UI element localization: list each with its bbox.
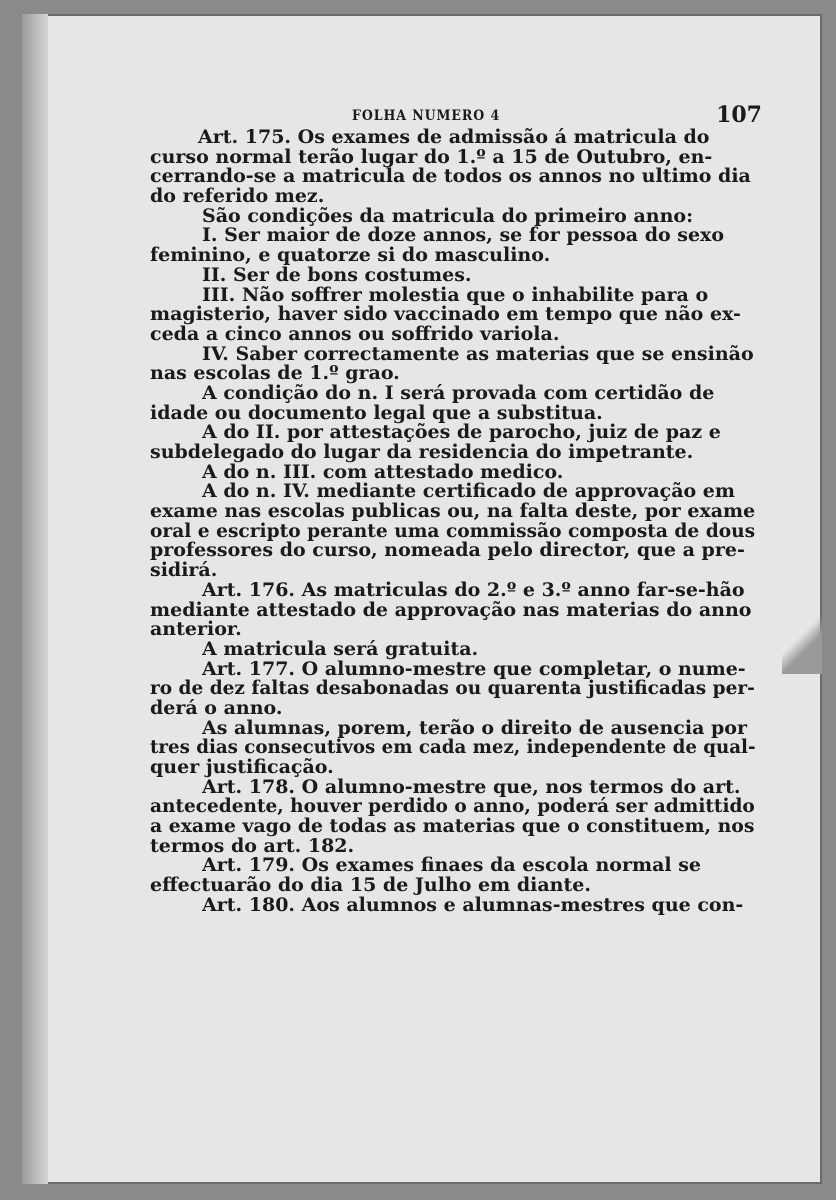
text-line: As alumnas, porem, terão o direito de ausencia por: [202, 716, 747, 739]
page-edge-fold: [782, 614, 822, 674]
text-line: Art. 176. As matriculas do 2.º e 3.º anno far-se-hão: [202, 578, 745, 601]
text-line: do referido mez.: [150, 185, 325, 208]
text-line: tres dias consecutivos em cada mez, independente de qual-: [150, 736, 756, 759]
text-line: derá o anno.: [150, 696, 283, 719]
text-line: antecedente, houver perdido o anno, poderá ser admittido: [150, 795, 755, 818]
text-line: curso normal terão lugar do 1.º a 15 de Outubro, en-: [150, 145, 713, 168]
text-line: São condições da matricula do primeiro anno:: [202, 204, 694, 227]
text-line: Art. 177. O alumno-mestre que completar, o nume-: [202, 657, 746, 680]
text-line: Art. 178. O alumno-mestre que, nos termos do art.: [202, 775, 741, 798]
text-line: A do n. IV. mediante certificado de approvação em: [202, 480, 736, 503]
text-line: feminino, e quatorze si do masculino.: [150, 244, 551, 267]
text-line: oral e escripto perante uma commissão composta de dous: [150, 519, 756, 542]
text-line: idade ou documento legal que a substitua.: [150, 401, 603, 424]
text-line: exame nas escolas publicas ou, na falta deste, por exame: [150, 500, 756, 523]
text-line: anterior.: [150, 618, 242, 641]
page-text-body: [150, 128, 755, 916]
text-line: effectuarão do dia 15 de Julho em diante.: [150, 874, 591, 897]
text-line: nas escolas de 1.º grao.: [150, 362, 400, 385]
text-line: quer justificação.: [150, 756, 334, 778]
text-line: a exame vago de todas as materias que o constituem, nos: [150, 815, 755, 838]
text-line: A matricula será gratuita.: [202, 637, 479, 660]
text-line: A do n. III. com attestado medico.: [202, 460, 564, 483]
text-line: Art. 175. Os exames de admissão á matricula do: [198, 126, 710, 148]
text-line: ceda a cinco annos ou soffrido variola.: [150, 322, 560, 345]
text-line: IV. Saber correctamente as materias que se ensinão: [202, 342, 754, 365]
text-line: A condição do n. I será provada com certidão de: [202, 381, 715, 404]
text-line: magisterio, haver sido vaccinado em tempo que não ex-: [150, 303, 741, 326]
page-number: 107: [716, 102, 762, 128]
text-line: cerrando-se a matricula de todos os annos no ultimo dia: [150, 165, 751, 188]
text-line: Art. 180. Aos alumnos e alumnas-mestres que con-: [202, 893, 744, 916]
text-line: ro de dez faltas desabonadas ou quarenta justificadas per-: [150, 677, 755, 700]
text-line: sidirá.: [150, 559, 218, 582]
text-line: mediante attestado de approvação nas materias do anno: [150, 598, 752, 621]
text-line: II. Ser de bons costumes.: [202, 263, 472, 286]
running-title: FOLHA NUMERO 4: [352, 108, 501, 124]
text-line: subdelegado do lugar da residencia do impetrante.: [150, 441, 694, 463]
text-line: III. Não soffrer molestia que o inhabilite para o: [202, 283, 709, 306]
text-line: professores do curso, nomeada pelo director, que a pre-: [150, 539, 745, 562]
text-line: Art. 179. Os exames finaes da escola normal se: [202, 854, 701, 877]
text-line: termos do art. 182.: [150, 834, 355, 857]
text-line: A do II. por attestações de parocho, juiz de paz e: [202, 421, 721, 444]
text-line: I. Ser maior de doze annos, se for pessoa do sexo: [202, 224, 725, 247]
